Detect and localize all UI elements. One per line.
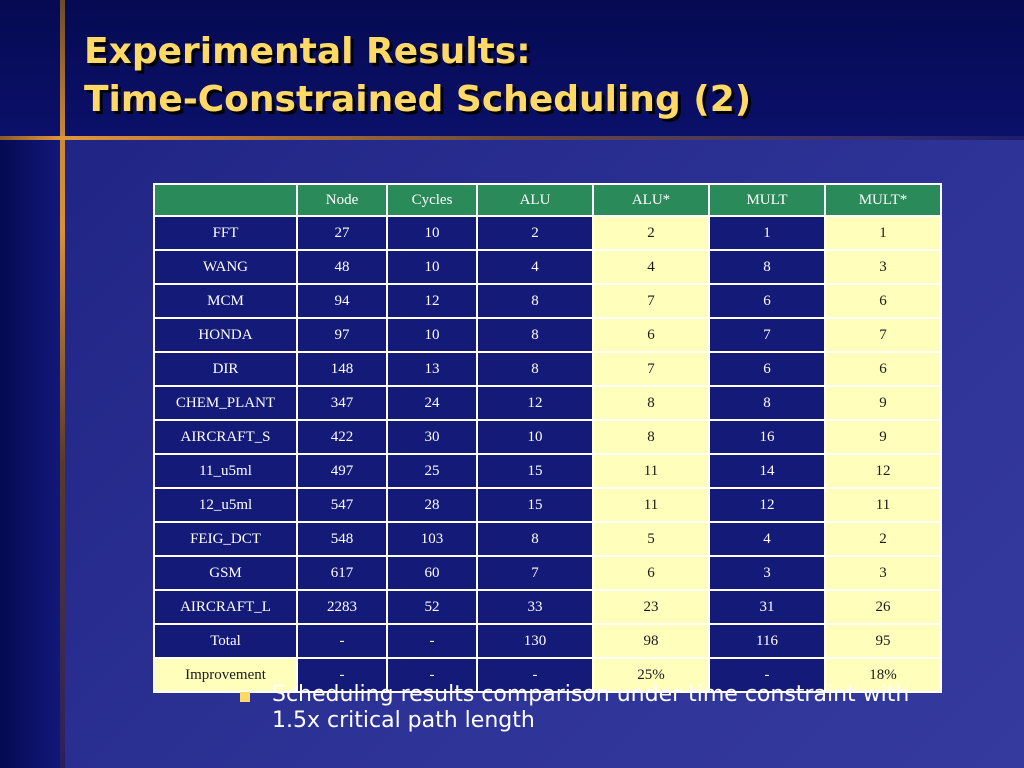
- table-cell: 12: [709, 488, 825, 522]
- table-cell: 347: [297, 386, 387, 420]
- row-label-cell: 11_u5ml: [154, 454, 297, 488]
- table-cell: 3: [825, 556, 941, 590]
- table-cell: 12: [477, 386, 593, 420]
- row-label-cell: GSM: [154, 556, 297, 590]
- table-cell: 18%: [825, 658, 941, 692]
- table-cell: 8: [477, 318, 593, 352]
- table-cell: 7: [477, 556, 593, 590]
- slide-title: [84, 28, 751, 124]
- table-row: [154, 352, 941, 386]
- row-label-cell: Total: [154, 624, 297, 658]
- table-cell: 7: [593, 284, 709, 318]
- table-cell: 6: [593, 318, 709, 352]
- header-cell: MULT*: [825, 184, 941, 216]
- row-label-cell: Improvement: [154, 658, 297, 692]
- table-cell: 10: [477, 420, 593, 454]
- table-cell: 4: [709, 522, 825, 556]
- table-cell: 12: [825, 454, 941, 488]
- row-label-cell: 12_u5ml: [154, 488, 297, 522]
- row-label-cell: FEIG_DCT: [154, 522, 297, 556]
- table-cell: 116: [709, 624, 825, 658]
- table-row: [154, 488, 941, 522]
- table-row: [154, 284, 941, 318]
- bullet-text: Scheduling results comparison under time constraint with 1.5x critical path length: [272, 682, 910, 733]
- table-cell: 8: [477, 284, 593, 318]
- square-bullet-icon: [240, 692, 250, 702]
- table-cell: -: [297, 658, 387, 692]
- table-row: [154, 590, 941, 624]
- table-cell: 9: [825, 420, 941, 454]
- table-row: [154, 522, 941, 556]
- table-cell: -: [387, 658, 477, 692]
- slide-title-line-1: Experimental Results:: [84, 31, 531, 72]
- header-cell: MULT: [709, 184, 825, 216]
- table-cell: -: [297, 624, 387, 658]
- table-cell: 548: [297, 522, 387, 556]
- table-cell: 8: [477, 522, 593, 556]
- table-cell: 11: [593, 454, 709, 488]
- table-cell: 103: [387, 522, 477, 556]
- row-label-cell: AIRCRAFT_S: [154, 420, 297, 454]
- table-cell: 6: [593, 556, 709, 590]
- table-header-row: [154, 184, 941, 216]
- table-cell: 31: [709, 590, 825, 624]
- header-cell: ALU: [477, 184, 593, 216]
- table-cell: 94: [297, 284, 387, 318]
- table-cell: 98: [593, 624, 709, 658]
- table-cell: 11: [825, 488, 941, 522]
- table-cell: 30: [387, 420, 477, 454]
- table-cell: 7: [709, 318, 825, 352]
- table-cell: 1: [709, 216, 825, 250]
- header-cell: Cycles: [387, 184, 477, 216]
- table-cell: 25: [387, 454, 477, 488]
- slide-title-line-2: Time-Constrained Scheduling (2): [84, 79, 752, 120]
- table-row: [154, 420, 941, 454]
- table-cell: 130: [477, 624, 593, 658]
- table-cell: 27: [297, 216, 387, 250]
- table-row: [154, 216, 941, 250]
- table-cell: 60: [387, 556, 477, 590]
- table-cell: 8: [709, 386, 825, 420]
- table-cell: 26: [825, 590, 941, 624]
- table-cell: 10: [387, 216, 477, 250]
- table-cell: 6: [709, 352, 825, 386]
- table-cell: 148: [297, 352, 387, 386]
- table-cell: 2: [477, 216, 593, 250]
- table-row: [154, 454, 941, 488]
- table-cell: 11: [593, 488, 709, 522]
- table-cell: 9: [825, 386, 941, 420]
- table-cell: 7: [825, 318, 941, 352]
- table-cell: -: [709, 658, 825, 692]
- row-label-cell: DIR: [154, 352, 297, 386]
- table-cell: 48: [297, 250, 387, 284]
- table-body: [154, 216, 941, 692]
- table-row: [154, 250, 941, 284]
- row-label-cell: CHEM_PLANT: [154, 386, 297, 420]
- table-row: [154, 318, 941, 352]
- table-row: [154, 624, 941, 658]
- table-cell: 25%: [593, 658, 709, 692]
- header-cell: ALU*: [593, 184, 709, 216]
- table-cell: 547: [297, 488, 387, 522]
- table-cell: 497: [297, 454, 387, 488]
- table-row: [154, 556, 941, 590]
- table-cell: 10: [387, 250, 477, 284]
- row-label-cell: FFT: [154, 216, 297, 250]
- table-cell: 8: [593, 420, 709, 454]
- table-cell: 28: [387, 488, 477, 522]
- table-cell: 8: [709, 250, 825, 284]
- table-cell: 6: [825, 352, 941, 386]
- table-cell: 8: [593, 386, 709, 420]
- table-cell: 8: [477, 352, 593, 386]
- table-cell: 2: [593, 216, 709, 250]
- table-cell: 52: [387, 590, 477, 624]
- row-label-cell: WANG: [154, 250, 297, 284]
- table-cell: 13: [387, 352, 477, 386]
- header-cell-blank: [154, 184, 297, 216]
- table-cell: 7: [593, 352, 709, 386]
- table-cell: 3: [709, 556, 825, 590]
- table-cell: -: [387, 624, 477, 658]
- table-cell: 33: [477, 590, 593, 624]
- results-table: [153, 183, 942, 693]
- table-cell: 617: [297, 556, 387, 590]
- table-cell: 15: [477, 488, 593, 522]
- table-cell: 10: [387, 318, 477, 352]
- table-cell: 3: [825, 250, 941, 284]
- table-cell: -: [477, 658, 593, 692]
- table-cell: 23: [593, 590, 709, 624]
- bullet-item: [240, 682, 940, 734]
- table-cell: 15: [477, 454, 593, 488]
- table-cell: 422: [297, 420, 387, 454]
- table-cell: 5: [593, 522, 709, 556]
- table-cell: 24: [387, 386, 477, 420]
- row-label-cell: HONDA: [154, 318, 297, 352]
- table-cell: 6: [709, 284, 825, 318]
- table-cell: 14: [709, 454, 825, 488]
- table-row: [154, 386, 941, 420]
- table-cell: 4: [477, 250, 593, 284]
- table-cell: 95: [825, 624, 941, 658]
- header-cell: Node: [297, 184, 387, 216]
- table-cell: 97: [297, 318, 387, 352]
- row-label-cell: AIRCRAFT_L: [154, 590, 297, 624]
- vertical-accent-line: [60, 0, 65, 768]
- table-cell: 6: [825, 284, 941, 318]
- table-cell: 12: [387, 284, 477, 318]
- table-cell: 2: [825, 522, 941, 556]
- horizontal-accent-line: [0, 136, 1024, 140]
- row-label-cell: MCM: [154, 284, 297, 318]
- table-cell: 16: [709, 420, 825, 454]
- table-cell: 1: [825, 216, 941, 250]
- table-cell: 4: [593, 250, 709, 284]
- table-cell: 2283: [297, 590, 387, 624]
